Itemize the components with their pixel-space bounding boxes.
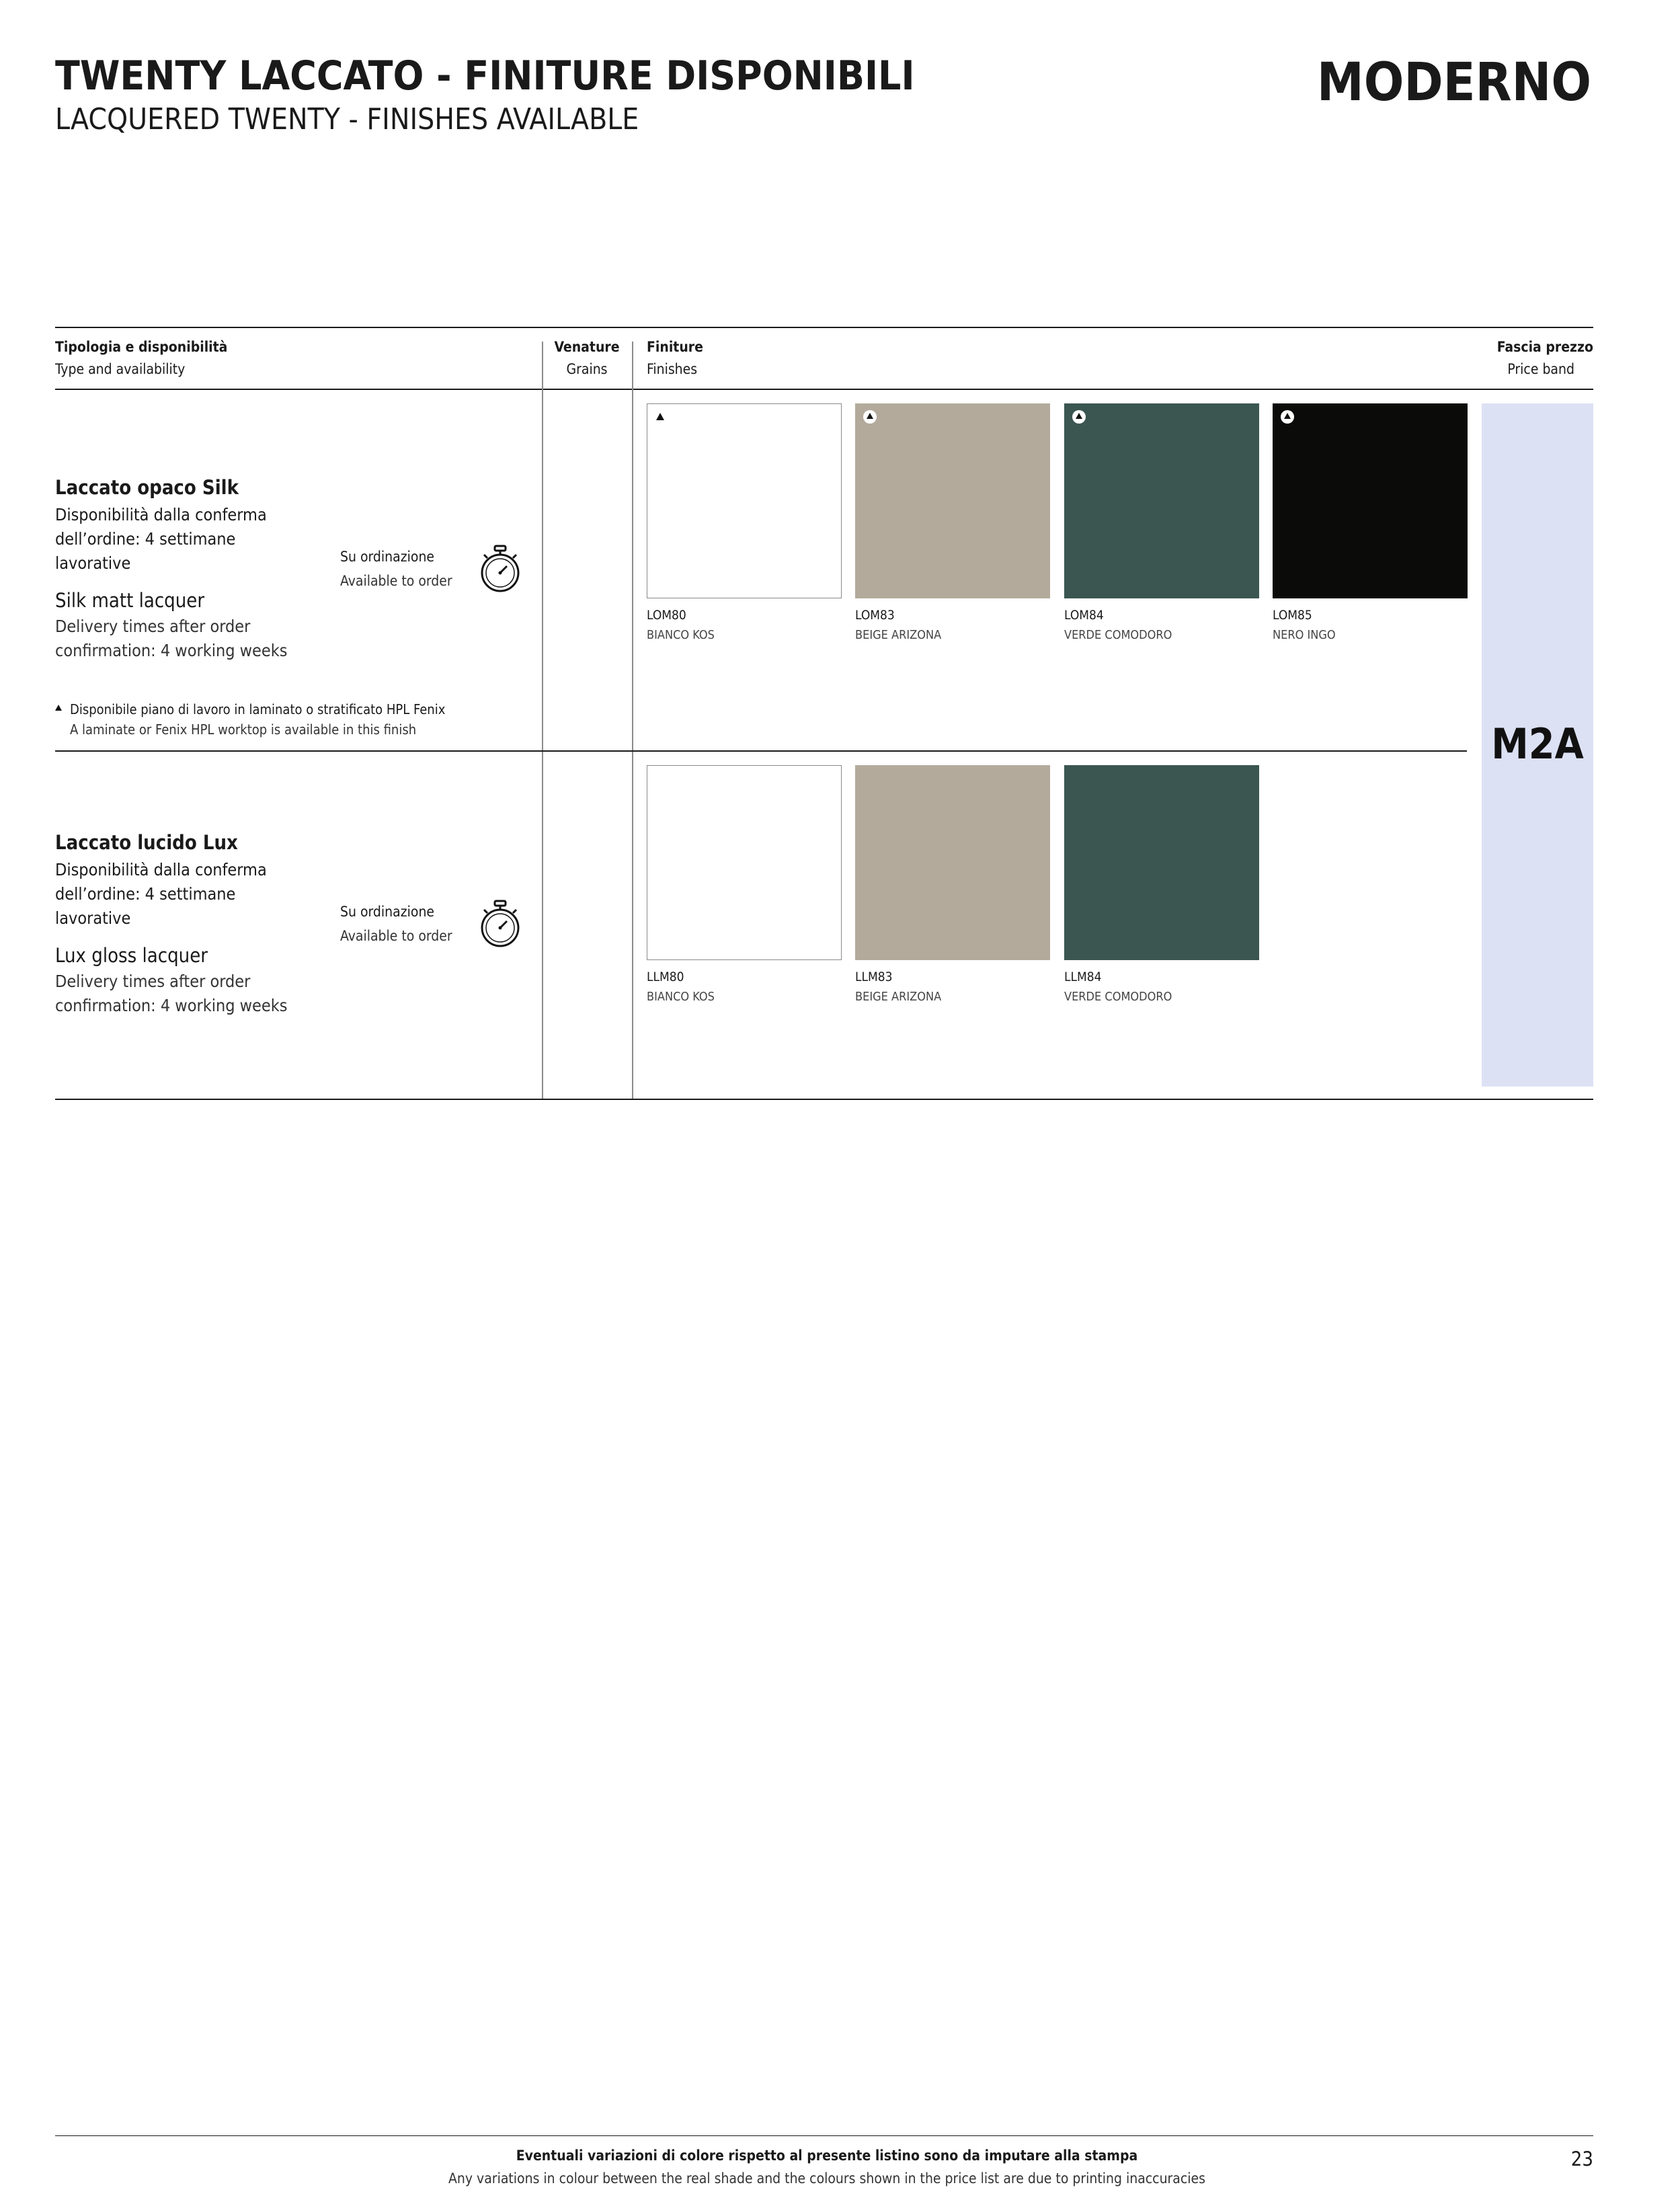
triangle-marker-icon <box>656 413 664 420</box>
swatch-code: LLM83 <box>855 970 893 984</box>
table-bottom-rule <box>55 1099 1593 1100</box>
stopwatch-icon <box>477 900 523 948</box>
page-subtitle: LACQUERED TWENTY - FINISHES AVAILABLE <box>55 102 639 136</box>
swatch-code: LLM80 <box>647 970 684 984</box>
swatch-lom83 <box>855 403 1050 598</box>
worktop-note-en: A laminate or Fenix HPL worktop is available in this finish <box>70 721 417 738</box>
circle-triangle-marker-icon <box>1281 410 1294 424</box>
row-lux-availability-it: Disponibilità dalla conferma dell’ordine: 4 settimane lavorative <box>55 860 267 928</box>
header-price-en: Price band <box>1507 361 1574 377</box>
header-finishes-it: Finiture <box>647 339 703 355</box>
column-divider-grains <box>542 342 543 1100</box>
header-finishes-en: Finishes <box>647 361 698 377</box>
circle-triangle-marker-icon <box>1072 410 1086 424</box>
worktop-note-it: Disponibile piano di lavoro in laminato o stratificato HPL Fenix <box>70 701 446 717</box>
swatch-code: LOM80 <box>647 608 686 623</box>
page-title: TWENTY LACCATO - FINITURE DISPONIBILI <box>55 52 915 100</box>
swatch-name: BIANCO KOS <box>647 990 715 1004</box>
swatch-code: LLM84 <box>1064 970 1102 984</box>
row-lux-order-en: Available to order <box>340 928 452 944</box>
row-silk-availability-it: Disponibilità dalla conferma dell’ordine: 4 settimane lavorative <box>55 505 267 573</box>
swatch-name: BEIGE ARIZONA <box>855 990 942 1004</box>
swatch-lom80 <box>647 403 842 598</box>
swatch-name: VERDE COMODORO <box>1064 990 1172 1004</box>
row-separator <box>55 750 1467 752</box>
page-number: 23 <box>1570 2148 1593 2170</box>
swatch-name: NERO INGO <box>1273 628 1336 642</box>
table-header-rule <box>55 389 1593 390</box>
circle-triangle-marker-icon <box>863 410 877 424</box>
row-silk-title-it: Laccato opaco Silk <box>55 476 239 499</box>
footer-note-en: Any variations in colour between the real shade and the colours shown in the price list are due to printing inaccuracies <box>448 2170 1205 2187</box>
price-band-label: M2A <box>1491 719 1584 769</box>
row-silk-availability-en: Delivery times after order confirmation: 4 working weeks <box>55 617 288 660</box>
swatch-lom85 <box>1273 403 1468 598</box>
column-divider-finishes <box>632 342 633 1100</box>
header-grains-en: Grains <box>566 361 608 377</box>
swatch-lom84 <box>1064 403 1259 598</box>
swatch-name: BEIGE ARIZONA <box>855 628 942 642</box>
stopwatch-icon <box>477 545 523 593</box>
header-price-it: Fascia prezzo <box>1496 339 1593 355</box>
brand-label: MODERNO <box>1316 52 1591 113</box>
header-grains-it: Venature <box>554 339 620 355</box>
row-silk-order-it: Su ordinazione <box>340 549 435 565</box>
swatch-llm80 <box>647 765 842 960</box>
swatch-llm84 <box>1064 765 1259 960</box>
row-lux-availability-en: Delivery times after order confirmation: 4 working weeks <box>55 972 288 1015</box>
row-silk-title-en: Silk matt lacquer <box>55 589 205 612</box>
header-type-it: Tipologia e disponibilità <box>55 339 228 355</box>
swatch-code: LOM83 <box>855 608 895 623</box>
swatch-code: LOM85 <box>1273 608 1312 623</box>
footer-note-it: Eventuali variazioni di colore rispetto al presente listino sono da imputare alla stampa <box>516 2148 1138 2164</box>
swatch-code: LOM84 <box>1064 608 1104 623</box>
header-type-en: Type and availability <box>55 361 186 377</box>
row-lux-title-en: Lux gloss lacquer <box>55 944 208 967</box>
price-band <box>1482 403 1593 1087</box>
row-lux-title-it: Laccato lucido Lux <box>55 831 238 854</box>
table-top-rule <box>55 327 1593 328</box>
row-silk-order-en: Available to order <box>340 573 452 589</box>
swatch-llm83 <box>855 765 1050 960</box>
row-lux-order-it: Su ordinazione <box>340 904 435 920</box>
footer-rule <box>55 2135 1593 2136</box>
swatch-name: VERDE COMODORO <box>1064 628 1172 642</box>
swatch-name: BIANCO KOS <box>647 628 715 642</box>
triangle-marker-icon <box>55 705 62 711</box>
